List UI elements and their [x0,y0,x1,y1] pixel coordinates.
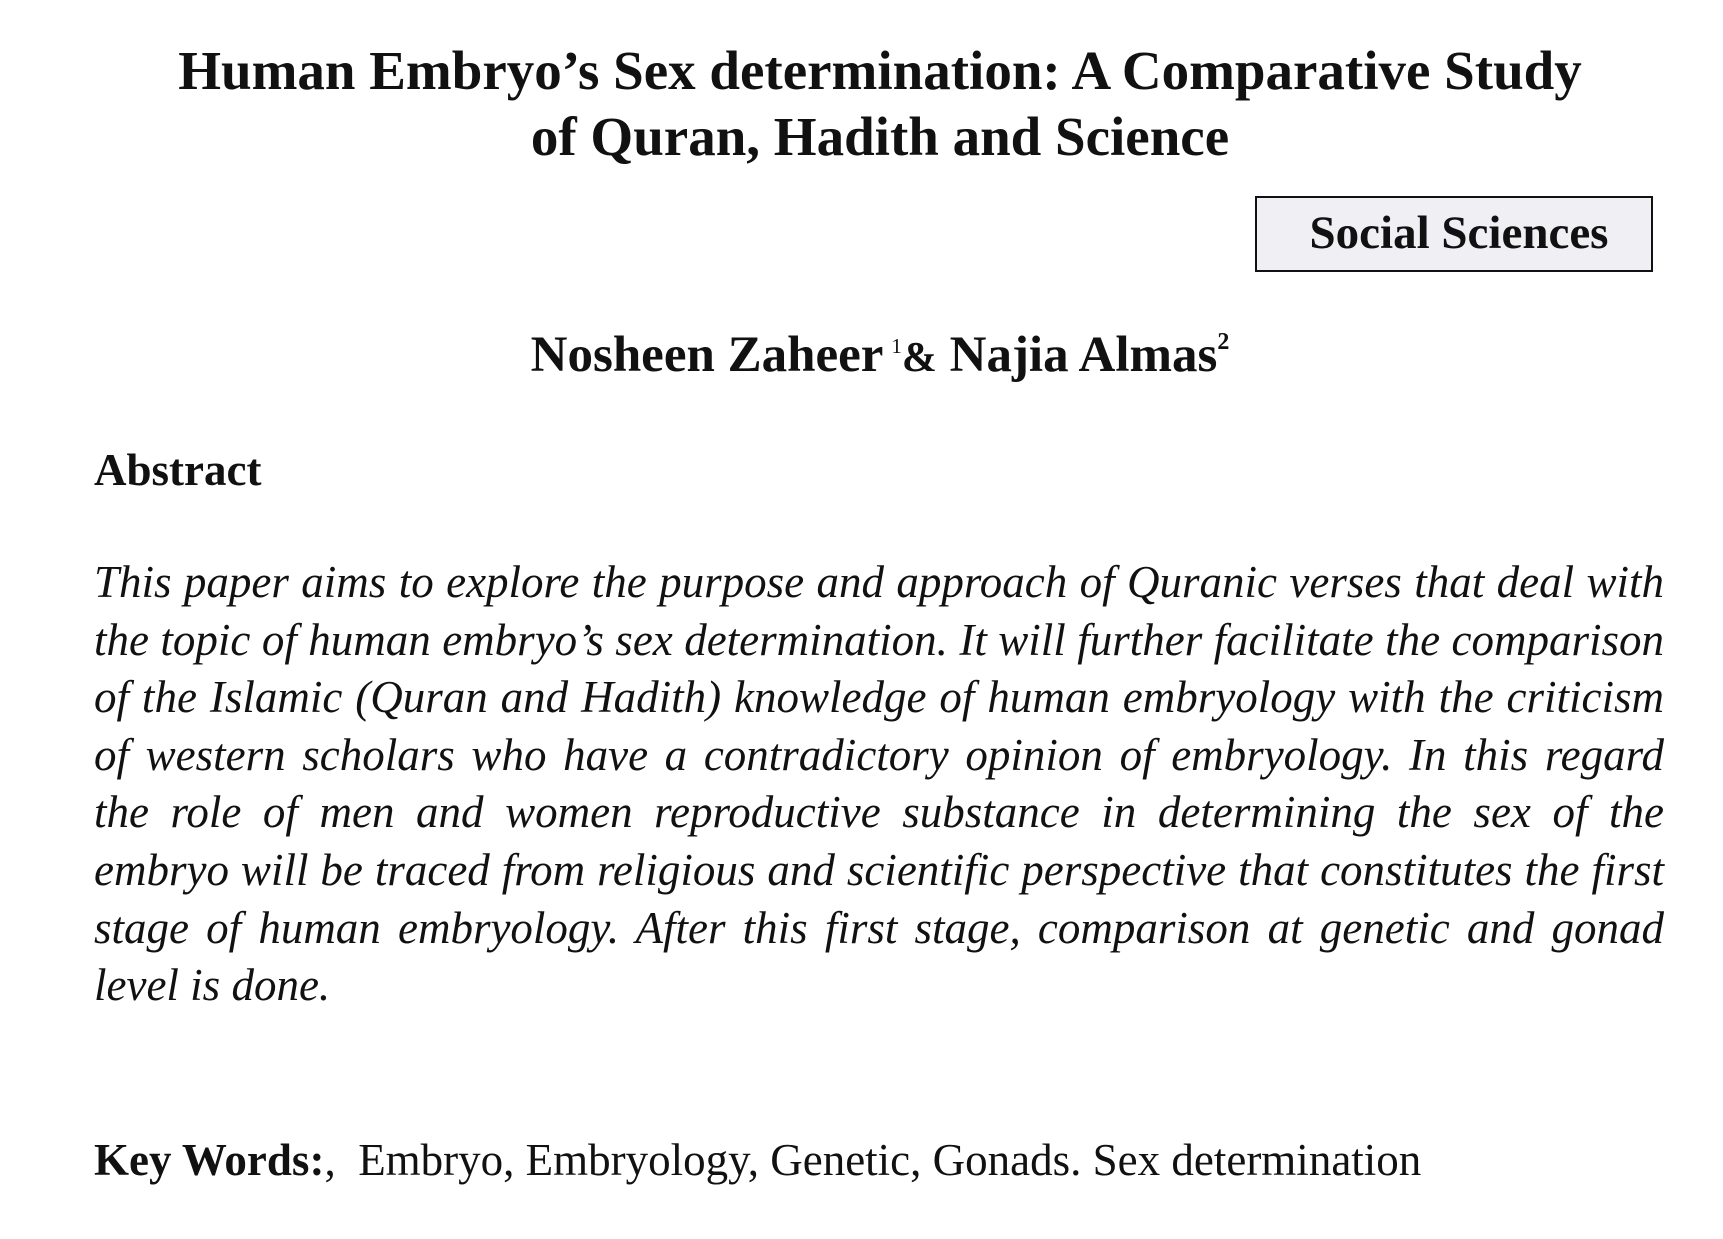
keywords-list: Embryo, Embryology, Genetic, Gonads. Sex determination [358,1135,1422,1185]
abstract-heading: Abstract [94,445,262,495]
author-line [60,320,1700,393]
paper-title-line-1: Human Embryo’s Sex determination: A Comparative Study [178,40,1582,101]
affiliation-superscript: 1 [891,334,902,358]
paper-title-line-2: of Quran, Hadith and Science [530,106,1230,167]
paper-title [60,38,1700,170]
abstract-body: This paper aims to explore the purpose and approach of Quranic verses that deal with the topic of human embryo’s sex determination. It will further facilitate the comparison of the Islamic (Quran and Hadith) knowledge of human embryology with the criticism of western scholars who have a contradictory opinion of embryology. In this regard the role of men and women reproductive substance in determining the sex of the embryo will be traced from religious and scientific perspective that constitutes the first stage of human embryology. After this first stage, comparison at genetic and gonad level is done. [94,557,1664,1011]
keywords-label: Key Words: [94,1135,325,1185]
author-name: Najia Almas [949,327,1218,383]
author-name: Nosheen Zaheer [530,327,884,383]
keywords-line [94,1130,1421,1190]
keywords-separator: , [324,1135,359,1185]
affiliation-superscript: 2 [1217,329,1230,355]
author-separator: & [901,335,937,381]
subject-category-badge: Social Sciences [1255,196,1653,272]
